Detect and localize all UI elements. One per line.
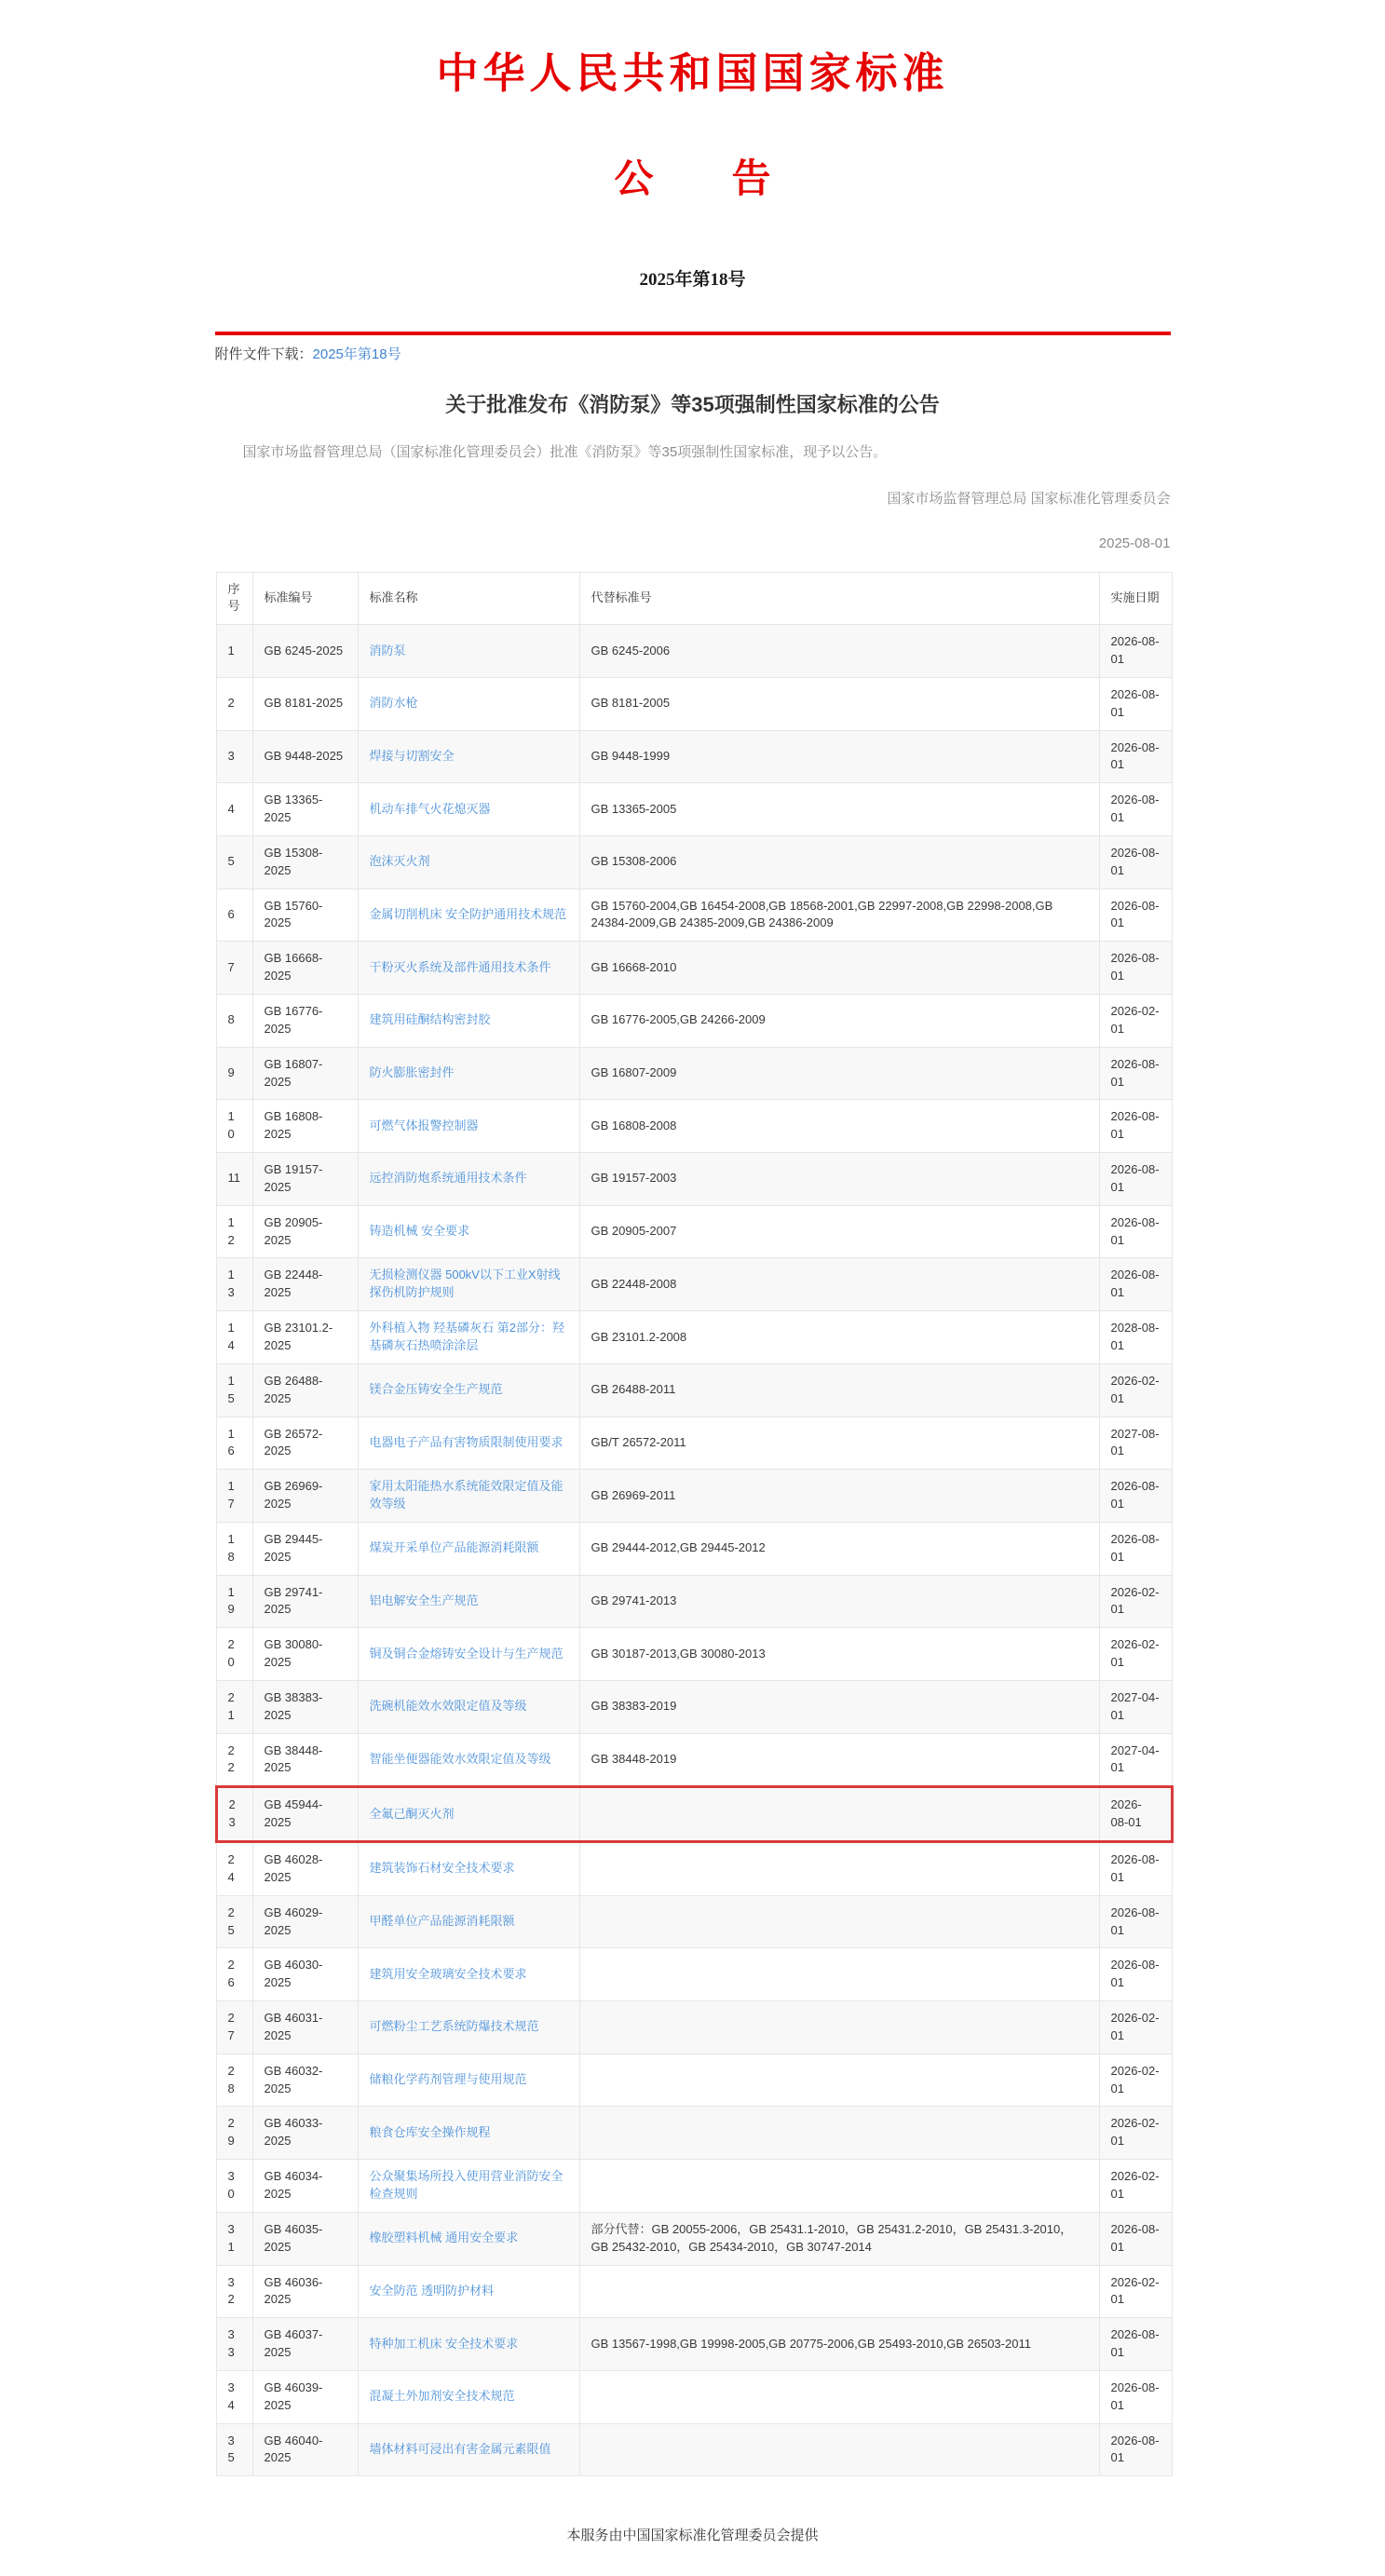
implementation-date-cell: 2026-08-01 — [1099, 2212, 1172, 2265]
standard-code-cell: GB 13365-2025 — [252, 783, 358, 836]
implementation-date-cell: 2026-08-01 — [1099, 2318, 1172, 2371]
replaced-standards-cell: GB 16668-2010 — [579, 942, 1099, 995]
implementation-date-cell: 2026-08-01 — [1099, 1258, 1172, 1311]
standard-name-link[interactable]: 消防泵 — [369, 643, 406, 658]
standard-code-cell: GB 16808-2025 — [252, 1100, 358, 1153]
table-row — [216, 1470, 1172, 1523]
standard-name-link[interactable]: 甲醛单位产品能源消耗限额 — [369, 1914, 515, 1929]
header-implementation-date: 实施日期 — [1099, 572, 1172, 625]
standard-name-link[interactable]: 防火膨胀密封件 — [369, 1065, 455, 1080]
standard-code-cell: GB 38383-2025 — [252, 1680, 358, 1733]
standard-name-link[interactable]: 家用太阳能热水系统能效限定值及能效等级 — [369, 1479, 564, 1512]
standard-name-cell — [358, 2107, 579, 2160]
table-row — [216, 995, 1172, 1048]
standard-code-cell: GB 29741-2025 — [252, 1575, 358, 1628]
row-index-cell: 21 — [216, 1680, 252, 1733]
replaced-standards-cell: GB 15308-2006 — [579, 835, 1099, 888]
standard-name-cell — [358, 835, 579, 888]
row-index-cell: 8 — [216, 995, 252, 1048]
row-index-cell: 5 — [216, 835, 252, 888]
table-row — [216, 1948, 1172, 2001]
replaced-standards-cell — [579, 1787, 1099, 1842]
standard-name-cell — [358, 1575, 579, 1628]
standards-table — [215, 572, 1174, 2477]
standard-name-cell — [358, 783, 579, 836]
standards-table-body — [216, 625, 1172, 2476]
standard-name-cell — [358, 1522, 579, 1575]
announcement-title: 关于批准发布《消防泵》等35项强制性国家标准的公告 — [445, 393, 940, 416]
standard-code-cell: GB 46036-2025 — [252, 2265, 358, 2318]
standard-name-cell — [358, 1047, 579, 1100]
replaced-standards-cell — [579, 2370, 1099, 2423]
standard-name-link[interactable]: 储粮化学药剂管理与使用规范 — [369, 2072, 527, 2087]
table-row — [216, 783, 1172, 836]
standard-name-link[interactable]: 远控消防炮系统通用技术条件 — [369, 1171, 527, 1186]
replaced-standards-cell: GB 16808-2008 — [579, 1100, 1099, 1153]
table-row — [216, 1787, 1172, 1842]
row-index-cell: 4 — [216, 783, 252, 836]
implementation-date-cell: 2026-08-01 — [1099, 1100, 1172, 1153]
replaced-standards-cell: GB 26969-2011 — [579, 1470, 1099, 1523]
implementation-date-cell: 2027-04-01 — [1099, 1680, 1172, 1733]
row-index-cell: 9 — [216, 1047, 252, 1100]
implementation-date-cell: 2028-08-01 — [1099, 1311, 1172, 1364]
issuing-agencies: 国家市场监督管理总局 国家标准化管理委员会 — [887, 490, 1171, 507]
implementation-date-cell: 2026-08-01 — [1099, 835, 1172, 888]
replaced-standards-cell: GB 38448-2019 — [579, 1733, 1099, 1787]
standard-code-cell: GB 46029-2025 — [252, 1895, 358, 1948]
row-index-cell: 12 — [216, 1205, 252, 1258]
standard-code-cell: GB 6245-2025 — [252, 625, 358, 678]
table-row — [216, 1153, 1172, 1206]
implementation-date-cell: 2026-02-01 — [1099, 1575, 1172, 1628]
row-index-cell: 14 — [216, 1311, 252, 1364]
replaced-standards-cell: GB 16776-2005,GB 24266-2009 — [579, 995, 1099, 1048]
standard-name-link[interactable]: 建筑装饰石材安全技术要求 — [369, 1861, 515, 1876]
standard-name-link[interactable]: 建筑用硅酮结构密封胶 — [369, 1012, 491, 1027]
row-index-cell: 1 — [216, 625, 252, 678]
standard-name-cell — [358, 1628, 579, 1681]
table-row — [216, 1680, 1172, 1733]
implementation-date-cell: 2026-08-01 — [1099, 1205, 1172, 1258]
row-index-cell: 16 — [216, 1417, 252, 1470]
table-row — [216, 1258, 1172, 1311]
standard-code-cell: GB 23101.2-2025 — [252, 1311, 358, 1364]
table-row — [216, 1417, 1172, 1470]
row-index-cell: 17 — [216, 1470, 252, 1523]
row-index-cell: 23 — [216, 1787, 252, 1842]
attachment-row — [215, 335, 1171, 363]
standard-code-cell: GB 46030-2025 — [252, 1948, 358, 2001]
standard-name-link[interactable]: 金属切削机床 安全防护通用技术规范 — [369, 907, 567, 922]
row-index-cell: 13 — [216, 1258, 252, 1311]
implementation-date-cell: 2026-02-01 — [1099, 2160, 1172, 2213]
implementation-date-cell: 2026-08-01 — [1099, 1895, 1172, 1948]
table-row — [216, 942, 1172, 995]
implementation-date-cell: 2026-08-01 — [1099, 1470, 1172, 1523]
replaced-standards-cell: 部分代替：GB 20055-2006，GB 25431.1-2010，GB 25431.2-2010，GB 25431.3-2010，GB 25432-2010，GB 25434-2010，GB 30747-2014 — [579, 2212, 1099, 2265]
standard-name-cell — [358, 1363, 579, 1417]
service-footer: 本服务由中国国家标准化管理委员会提供 — [566, 2528, 819, 2544]
row-index-cell: 28 — [216, 2054, 252, 2107]
standard-name-cell — [358, 2318, 579, 2371]
implementation-date-cell: 2026-02-01 — [1099, 995, 1172, 1048]
row-index-cell: 29 — [216, 2107, 252, 2160]
standard-name-link[interactable]: 可燃气体报警控制器 — [369, 1118, 479, 1132]
standard-name-cell — [358, 1153, 579, 1206]
replaced-standards-cell — [579, 2107, 1099, 2160]
standard-name-cell — [358, 677, 579, 730]
standard-name-cell — [358, 1470, 579, 1523]
standard-name-link[interactable]: 焊接与切割安全 — [369, 748, 455, 763]
standard-code-cell: GB 16807-2025 — [252, 1047, 358, 1100]
table-row — [216, 1895, 1172, 1948]
standard-name-cell — [358, 995, 579, 1048]
replaced-standards-cell — [579, 2001, 1099, 2054]
row-index-cell: 31 — [216, 2212, 252, 2265]
implementation-date-cell: 2026-08-01 — [1099, 1787, 1172, 1842]
replaced-standards-cell — [579, 1895, 1099, 1948]
table-header — [216, 572, 1172, 625]
standard-name-cell — [358, 1100, 579, 1153]
replaced-standards-cell: GB 29444-2012,GB 29445-2012 — [579, 1522, 1099, 1575]
standard-code-cell: GB 46033-2025 — [252, 2107, 358, 2160]
standard-name-cell — [358, 1417, 579, 1470]
standard-name-link[interactable]: 干粉灭火系统及部件通用技术条件 — [369, 959, 551, 974]
standard-name-link[interactable]: 可燃粉尘工艺系统防爆技术规范 — [369, 2019, 539, 2034]
replaced-standards-cell: GB 13567-1998,GB 19998-2005,GB 20775-2006,GB 25493-2010,GB 26503-2011 — [579, 2318, 1099, 2371]
standard-name-link[interactable]: 机动车排气火花熄灭器 — [369, 801, 491, 816]
table-row — [216, 2001, 1172, 2054]
table-row — [216, 835, 1172, 888]
standard-code-cell: GB 46034-2025 — [252, 2160, 358, 2213]
standard-name-cell — [358, 1311, 579, 1364]
standard-name-link[interactable]: 泡沫灭火剂 — [369, 854, 430, 869]
standard-name-cell — [358, 2160, 579, 2213]
row-index-cell: 35 — [216, 2423, 252, 2476]
standard-code-cell: GB 19157-2025 — [252, 1153, 358, 1206]
replaced-standards-cell: GB 13365-2005 — [579, 783, 1099, 836]
row-index-cell: 3 — [216, 730, 252, 783]
issue-number: 2025年第18号 — [639, 270, 746, 290]
replaced-standards-cell: GB 23101.2-2008 — [579, 1311, 1099, 1364]
replaced-standards-cell: GB 15760-2004,GB 16454-2008,GB 18568-2001,GB 22997-2008,GB 22998-2008,GB 24384-2009,GB 24385-2009,GB 24386-2009 — [579, 888, 1099, 942]
standard-name-cell — [358, 1842, 579, 1896]
standard-code-cell: GB 22448-2025 — [252, 1258, 358, 1311]
table-row — [216, 2370, 1172, 2423]
implementation-date-cell: 2026-08-01 — [1099, 2370, 1172, 2423]
table-row — [216, 1363, 1172, 1417]
row-index-cell: 32 — [216, 2265, 252, 2318]
table-row — [216, 1205, 1172, 1258]
replaced-standards-cell — [579, 1842, 1099, 1896]
replaced-standards-cell: GB 22448-2008 — [579, 1258, 1099, 1311]
page — [215, 0, 1171, 2576]
table-row — [216, 1628, 1172, 1681]
replaced-standards-cell: GB 8181-2005 — [579, 677, 1099, 730]
replaced-standards-cell: GB 26488-2011 — [579, 1363, 1099, 1417]
implementation-date-cell: 2026-08-01 — [1099, 1522, 1172, 1575]
standard-code-cell: GB 46035-2025 — [252, 2212, 358, 2265]
implementation-date-cell: 2026-02-01 — [1099, 1628, 1172, 1681]
table-row — [216, 1522, 1172, 1575]
standard-name-link[interactable]: 煤炭开采单位产品能源消耗限额 — [369, 1540, 539, 1555]
row-index-cell: 33 — [216, 2318, 252, 2371]
standard-code-cell: GB 46037-2025 — [252, 2318, 358, 2371]
standard-code-cell: GB 46039-2025 — [252, 2370, 358, 2423]
standard-code-cell: GB 20905-2025 — [252, 1205, 358, 1258]
replaced-standards-cell — [579, 2160, 1099, 2213]
standard-code-cell: GB 45944-2025 — [252, 1787, 358, 1842]
replaced-standards-cell — [579, 2423, 1099, 2476]
standard-name-cell — [358, 1258, 579, 1311]
table-row — [216, 2212, 1172, 2265]
table-row — [216, 730, 1172, 783]
row-index-cell: 34 — [216, 2370, 252, 2423]
implementation-date-cell: 2026-02-01 — [1099, 2107, 1172, 2160]
standard-code-cell: GB 26969-2025 — [252, 1470, 358, 1523]
standard-name-link[interactable]: 电器电子产品有害物质限制使用要求 — [369, 1434, 564, 1449]
table-row — [216, 1311, 1172, 1364]
implementation-date-cell: 2026-08-01 — [1099, 677, 1172, 730]
standard-name-link[interactable]: 洗碗机能效水效限定值及等级 — [369, 1699, 527, 1714]
replaced-standards-cell: GB 20905-2007 — [579, 1205, 1099, 1258]
standard-name-cell — [358, 1205, 579, 1258]
replaced-standards-cell — [579, 2054, 1099, 2107]
standard-name-cell — [358, 2423, 579, 2476]
standard-code-cell: GB 30080-2025 — [252, 1628, 358, 1681]
standard-name-cell — [358, 888, 579, 942]
main-title: 中华人民共和国国家标准 — [436, 50, 949, 97]
standard-name-link[interactable]: 混凝土外加剂安全技术规范 — [369, 2389, 515, 2404]
standard-name-link[interactable]: 建筑用安全玻璃安全技术要求 — [369, 1966, 527, 1981]
row-index-cell: 18 — [216, 1522, 252, 1575]
standard-code-cell: GB 26488-2025 — [252, 1363, 358, 1417]
standard-code-cell: GB 15760-2025 — [252, 888, 358, 942]
standard-code-cell: GB 38448-2025 — [252, 1733, 358, 1787]
table-row — [216, 2107, 1172, 2160]
standard-code-cell: GB 46028-2025 — [252, 1842, 358, 1896]
standard-name-cell — [358, 1948, 579, 2001]
table-row — [216, 2265, 1172, 2318]
standard-name-link[interactable]: 铜及铜合金熔铸安全设计与生产规范 — [369, 1646, 564, 1661]
standard-name-cell — [358, 1733, 579, 1787]
replaced-standards-cell: GB 16807-2009 — [579, 1047, 1099, 1100]
table-row — [216, 1100, 1172, 1153]
table-row — [216, 1575, 1172, 1628]
implementation-date-cell: 2026-08-01 — [1099, 1153, 1172, 1206]
standard-name-link[interactable]: 粮食仓库安全操作规程 — [369, 2124, 491, 2139]
table-row — [216, 2318, 1172, 2371]
implementation-date-cell: 2026-02-01 — [1099, 2054, 1172, 2107]
implementation-date-cell: 2026-08-01 — [1099, 1948, 1172, 2001]
standard-name-link[interactable]: 公众聚集场所投入使用营业消防安全检查规则 — [369, 2169, 564, 2201]
row-index-cell: 24 — [216, 1842, 252, 1896]
standard-code-cell: GB 16668-2025 — [252, 942, 358, 995]
standard-name-cell — [358, 2265, 579, 2318]
replaced-standards-cell: GB/T 26572-2011 — [579, 1417, 1099, 1470]
row-index-cell: 10 — [216, 1100, 252, 1153]
standard-code-cell: GB 9448-2025 — [252, 730, 358, 783]
table-row — [216, 888, 1172, 942]
implementation-date-cell: 2026-08-01 — [1099, 730, 1172, 783]
row-index-cell: 27 — [216, 2001, 252, 2054]
standard-name-link[interactable]: 安全防范 透明防护材料 — [369, 2283, 495, 2298]
row-index-cell: 20 — [216, 1628, 252, 1681]
standard-name-cell — [358, 625, 579, 678]
table-row — [216, 2423, 1172, 2476]
attachment-label: 附件文件下载： — [214, 346, 313, 362]
standard-code-cell: GB 29445-2025 — [252, 1522, 358, 1575]
replaced-standards-cell: GB 38383-2019 — [579, 1680, 1099, 1733]
implementation-date-cell: 2026-08-01 — [1099, 2423, 1172, 2476]
standard-name-link[interactable]: 无损检测仪器 500kV以下工业X射线探伤机防护规则 — [369, 1268, 561, 1300]
standard-name-link[interactable]: 特种加工机床 安全技术要求 — [369, 2336, 519, 2351]
implementation-date-cell: 2026-02-01 — [1099, 2001, 1172, 2054]
standard-name-link[interactable]: 铸造机械 安全要求 — [369, 1224, 470, 1239]
standard-name-link[interactable]: 消防水枪 — [369, 696, 418, 711]
standard-name-link[interactable]: 墙体材料可浸出有害金属元素限值 — [369, 2441, 551, 2456]
standard-code-cell: GB 46040-2025 — [252, 2423, 358, 2476]
standard-code-cell: GB 26572-2025 — [252, 1417, 358, 1470]
standard-name-link[interactable]: 全氟己酮灭火剂 — [369, 1806, 455, 1821]
row-index-cell: 2 — [216, 677, 252, 730]
row-index-cell: 7 — [216, 942, 252, 995]
standard-code-cell: GB 46032-2025 — [252, 2054, 358, 2107]
table-row — [216, 1733, 1172, 1787]
standard-name-cell — [358, 942, 579, 995]
replaced-standards-cell — [579, 2265, 1099, 2318]
implementation-date-cell: 2026-08-01 — [1099, 625, 1172, 678]
implementation-date-cell: 2026-08-01 — [1099, 1047, 1172, 1100]
announcement-body: 国家市场监督管理总局（国家标准化管理委员会）批准《消防泵》等35项强制性国家标准，现予以公告。 — [242, 444, 888, 460]
table-row — [216, 2054, 1172, 2107]
row-index-cell: 22 — [216, 1733, 252, 1787]
implementation-date-cell: 2027-04-01 — [1099, 1733, 1172, 1787]
row-index-cell: 6 — [216, 888, 252, 942]
table-row — [216, 1047, 1172, 1100]
standard-name-cell — [358, 1680, 579, 1733]
header-standard-name: 标准名称 — [358, 572, 579, 625]
replaced-standards-cell: GB 19157-2003 — [579, 1153, 1099, 1206]
standard-name-link[interactable]: 镁合金压铸安全生产规范 — [369, 1382, 503, 1397]
standard-name-cell — [358, 2054, 579, 2107]
row-index-cell: 15 — [216, 1363, 252, 1417]
implementation-date-cell: 2026-08-01 — [1099, 783, 1172, 836]
implementation-date-cell: 2027-08-01 — [1099, 1417, 1172, 1470]
announcement-subtitle: 公 告 — [614, 158, 771, 201]
attachment-download-link[interactable]: 2025年第18号 — [312, 346, 401, 362]
issue-date: 2025-08-01 — [1098, 535, 1171, 551]
replaced-standards-cell: GB 6245-2006 — [579, 625, 1099, 678]
row-index-cell: 19 — [216, 1575, 252, 1628]
standard-code-cell: GB 8181-2025 — [252, 677, 358, 730]
standard-name-link[interactable]: 智能坐便器能效水效限定值及等级 — [369, 1752, 551, 1767]
header-replaced-standards: 代替标准号 — [579, 572, 1099, 625]
table-row — [216, 1842, 1172, 1896]
header-index: 序号 — [216, 572, 252, 625]
implementation-date-cell: 2026-08-01 — [1099, 888, 1172, 942]
table-row — [216, 625, 1172, 678]
row-index-cell: 26 — [216, 1948, 252, 2001]
standard-name-cell — [358, 2001, 579, 2054]
standard-code-cell: GB 15308-2025 — [252, 835, 358, 888]
implementation-date-cell: 2026-02-01 — [1099, 2265, 1172, 2318]
standard-name-cell — [358, 2212, 579, 2265]
standard-code-cell: GB 46031-2025 — [252, 2001, 358, 2054]
standard-name-cell — [358, 730, 579, 783]
table-row — [216, 677, 1172, 730]
standard-name-cell — [358, 1787, 579, 1842]
standard-name-link[interactable]: 外科植入物 羟基磷灰石 第2部分：羟基磷灰石热喷涂涂层 — [369, 1321, 564, 1352]
row-index-cell: 30 — [216, 2160, 252, 2213]
standard-name-cell — [358, 1895, 579, 1948]
replaced-standards-cell: GB 29741-2013 — [579, 1575, 1099, 1628]
standard-name-link[interactable]: 橡胶塑料机械 通用安全要求 — [369, 2230, 519, 2245]
replaced-standards-cell — [579, 1948, 1099, 2001]
implementation-date-cell: 2026-02-01 — [1099, 1363, 1172, 1417]
replaced-standards-cell: GB 9448-1999 — [579, 730, 1099, 783]
header-standard-code: 标准编号 — [252, 572, 358, 625]
implementation-date-cell: 2026-08-01 — [1099, 942, 1172, 995]
row-index-cell: 11 — [216, 1153, 252, 1206]
replaced-standards-cell: GB 30187-2013,GB 30080-2013 — [579, 1628, 1099, 1681]
table-row — [216, 2160, 1172, 2213]
standard-name-cell — [358, 2370, 579, 2423]
implementation-date-cell: 2026-08-01 — [1099, 1842, 1172, 1896]
standard-code-cell: GB 16776-2025 — [252, 995, 358, 1048]
standard-name-link[interactable]: 铝电解安全生产规范 — [369, 1593, 479, 1607]
row-index-cell: 25 — [216, 1895, 252, 1948]
